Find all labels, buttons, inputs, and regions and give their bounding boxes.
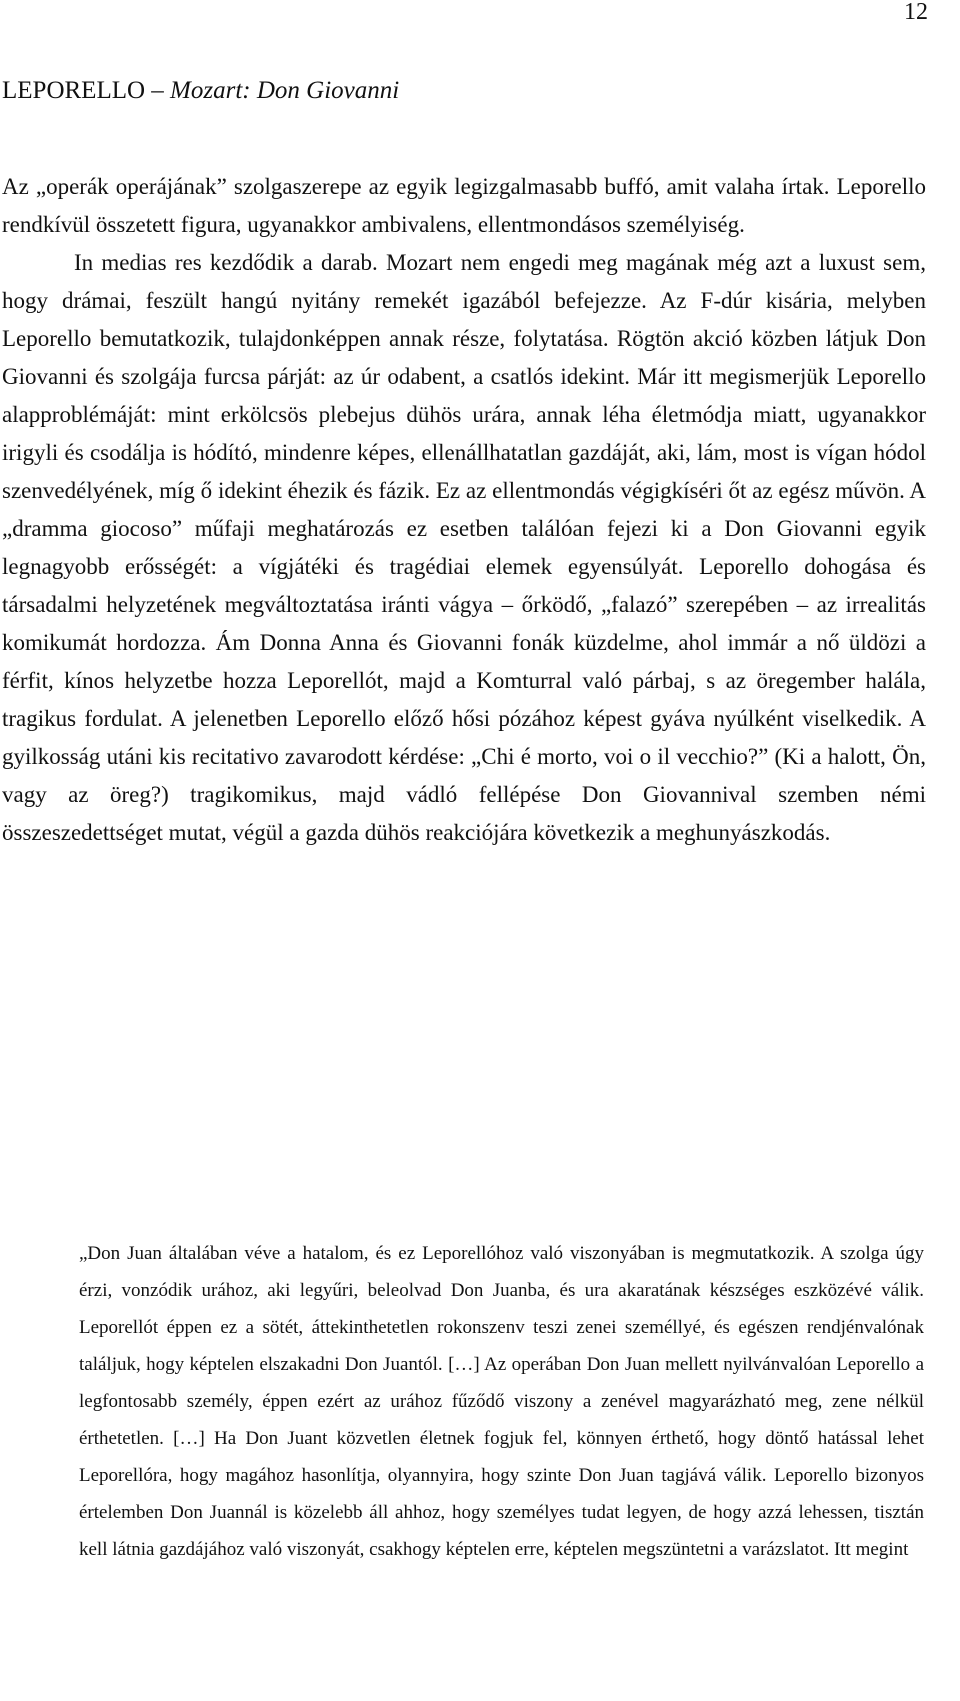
quote-text: „Don Juan általában véve a hatalom, és ez Leporellóhoz való viszonyában is megmutatkozik. A szolga úgy érzi, vonzódik urához, aki legyűri, beleolvad Don Juanba, és ura akaratának készséges eszközévé válik. Leporellót éppen ez a sötét, áttekinthetetlen rokonszenv teszi zenei személlyé, és egészen rendjénvalónak találjuk, hogy képtelen elszakadni Don Juantól. […] Az operában Don Juan mellett nyilvánvalóan Leporello a legfontosabb személy, éppen ezért az urához fűződő viszony a zenével magyarázható meg, zene nélkül érthetetlen. […] Ha Don Juant közvetlen életnek fogjuk fel, könnyen érthető, hogy döntő hatással lehet Leporellóra, hogy magához hasonlítja, olyannyira, hogy szinte Don Juan tagjává válik. Leporello bizonyos értelemben Don Juannál is közelebb áll ahhoz, hogy személyes tudat legyen, de hogy azzá lehessen, tisztán kell látnia gazdájához való viszonyát, csakhogy képtelen erre, képtelen megszüntetni a varázslatot. Itt megint — [79, 1243, 924, 1560]
section-title — [2, 76, 399, 106]
body-paragraph-1: Az „operák operájának” szolgaszerepe az egyik legizgalmasabb buffó, amit valaha írtak. Leporello rendkívül összetett figura, ugyanakkor ambivalens, ellentmondásos személyiség. — [2, 174, 926, 237]
title-separator: – — [145, 77, 171, 104]
body-text — [2, 168, 926, 852]
body-paragraph-2: In medias res kezdődik a darab. Mozart nem engedi meg magának még azt a luxust sem, hogy drámai, feszült hangú nyitány remekét igazából befejezze. Az F-dúr kisária, melyben Leporello bemutatkozik, tulajdonképpen annak része, folytatása. Rögtön akció közben látjuk Don Giovanni és szolgája furcsa párját: az úr odabent, a csatlós idekint. Már itt megismerjük Leporello alapproblémáját: mint erkölcsös plebejus dühös urára, annak léha életmódja miatt, ugyanakkor irigyli és csodálja is hódító, mindenre képes, ellenállhatatlan gazdáját, aki, lám, most is vígan hódol szenvedélyének, míg ő idekint éhezik és fázik. Ez az ellentmondás végigkíséri őt az egész művön. A „dramma giocoso” műfaji meghatározás ez esetben találóan fejezi ki a Don Giovanni egyik legnagyobb erősségét: a vígjátéki és tragédiai elemek egyensúlyát. Leporello dohogása és társadalmi helyzetének megváltoztatása iránti vágya – őrködő, „falazó” szerepében – az irrealitás komikumát hordozza. Ám Donna Anna és Giovanni fonák küzdelme, ahol immár a nő üldözi a férfit, kínos helyzetbe hozza Leporellót, majd a Komturral való párbaj, s az öregember halála, tragikus fordulat. A jelenetben Leporello előző hősi pózához képest gyáva nyúlként viselkedik. A gyilkosság utáni kis recitativo zavarodott kérdése: „Chi é morto, voi o il vecchio?” (Ki a halott, Ön, vagy az öreg?) tragikomikus, majd vádló fellépése Don Giovannival szemben némi összeszedettséget mutat, végül a gazda dühös reakciójára következik a meghunyászkodás. — [2, 250, 926, 845]
title-name: LEPORELLO — [2, 77, 146, 104]
title-work: Mozart: Don Giovanni — [170, 77, 400, 104]
page-number: 12 — [904, 0, 928, 25]
block-quote — [79, 1235, 924, 1568]
